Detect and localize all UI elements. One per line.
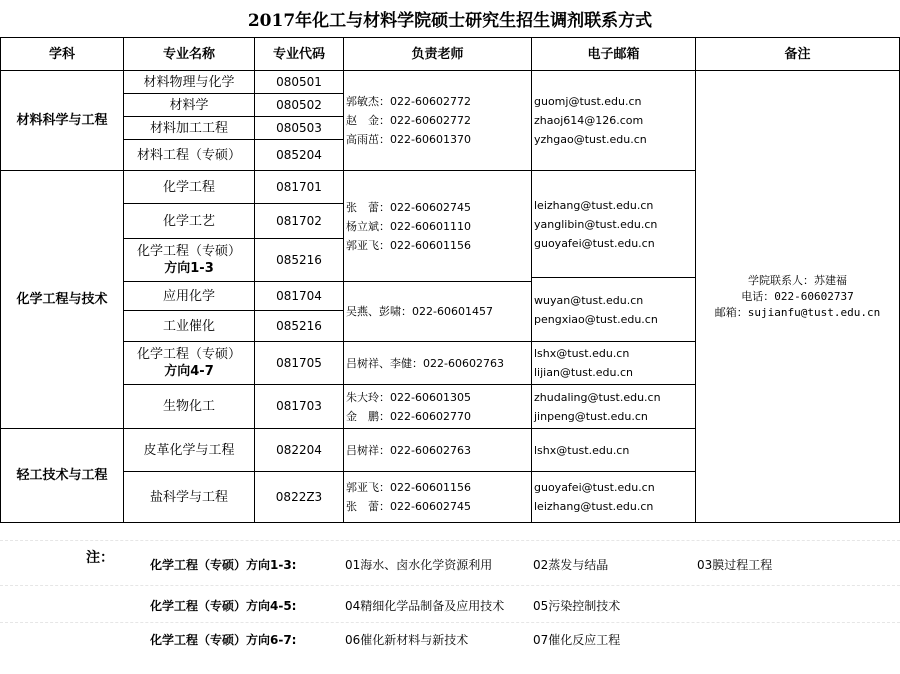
major-code-cell: 085216 — [254, 238, 344, 282]
teacher-cell — [343, 471, 532, 523]
teacher-line: 张 蕾：022-60602745 — [346, 200, 471, 214]
note-item: 04精细化学品制备及应用技术 — [345, 599, 505, 613]
email-link[interactable]: leizhang@tust.edu.cn — [534, 198, 654, 212]
header-discipline: 学科 — [0, 37, 124, 71]
email-cell — [531, 277, 696, 342]
teacher-cell — [343, 281, 532, 342]
major-name-cell: 材料物理与化学 — [123, 70, 255, 94]
major-code-cell: 081702 — [254, 203, 344, 239]
page-title: 2017年化工与材料学院硕士研究生招生调剂联系方式 — [247, 11, 653, 31]
discipline-cell: 轻工技术与工程 — [0, 428, 124, 523]
note-heading: 化学工程（专硕）方向6-7: — [150, 633, 297, 647]
major-name-cell: 生物化工 — [123, 384, 255, 429]
major-code-cell: 085216 — [254, 310, 344, 342]
major-name-cell: 皮革化学与工程 — [123, 428, 255, 472]
notes-divider — [0, 540, 900, 541]
teacher-cell — [343, 428, 532, 472]
teacher-line: 高雨茁：022-60601370 — [346, 133, 471, 146]
major-name-cell: 材料学 — [123, 93, 255, 117]
email-cell — [531, 384, 696, 429]
header-email: 电子邮箱 — [531, 37, 696, 71]
teacher-line: 郭亚飞：022-60601156 — [346, 238, 471, 252]
notes-divider — [0, 622, 900, 623]
email-link[interactable]: lshx@tust.edu.cn — [534, 443, 630, 457]
email-link[interactable]: yanglibin@tust.edu.cn — [534, 217, 658, 231]
major-code-cell: 081704 — [254, 281, 344, 311]
major-name-text: 化学工程（专硕） — [136, 244, 241, 259]
note-item: 01海水、卤水化学资源利用 — [345, 558, 493, 572]
note-item: 02蒸发与结晶 — [533, 558, 609, 572]
major-direction-text: 方向4-7 — [164, 364, 214, 379]
notes-label: 注： — [86, 550, 114, 566]
note-item: 07催化反应工程 — [533, 633, 621, 647]
major-name-cell: 化学工艺 — [123, 203, 255, 239]
major-code-cell: 081703 — [254, 384, 344, 429]
major-code-cell: 0822Z3 — [254, 471, 344, 523]
teacher-line: 吕树祥：022-60602763 — [346, 443, 471, 457]
teacher-line: 赵 金：022-60602772 — [346, 114, 471, 127]
discipline-cell: 材料科学与工程 — [0, 70, 124, 171]
major-name-cell: 化学工程 — [123, 170, 255, 204]
discipline-cell: 化学工程与技术 — [0, 170, 124, 429]
teacher-line: 吴燕、彭啸：022-60601457 — [346, 305, 493, 318]
note-item: 03膜过程工程 — [697, 558, 773, 572]
email-link[interactable]: guoyafei@tust.edu.cn — [534, 481, 655, 494]
teacher-line: 郭亚飞：022-60601156 — [346, 481, 471, 494]
notes-divider — [0, 585, 900, 586]
email-link[interactable]: wuyan@tust.edu.cn — [534, 293, 644, 307]
major-direction-text: 方向1-3 — [164, 261, 214, 276]
remark-phone: 电话：022-60602737 — [741, 289, 854, 303]
header-major-name: 专业名称 — [123, 37, 255, 71]
major-name-cell: 工业催化 — [123, 310, 255, 342]
email-cell — [531, 341, 696, 385]
major-name-cell: 应用化学 — [123, 281, 255, 311]
remark-cell — [695, 70, 900, 523]
major-code-cell: 082204 — [254, 428, 344, 472]
note-item: 05污染控制技术 — [533, 599, 621, 613]
major-name-text: 化学工程（专硕） — [136, 347, 241, 362]
teacher-cell — [343, 170, 532, 282]
major-code-cell: 080501 — [254, 70, 344, 94]
teacher-line: 金 鹏：022-60602770 — [346, 409, 471, 423]
teacher-line: 朱大玲：022-60601305 — [346, 390, 471, 404]
email-link[interactable]: lijian@tust.edu.cn — [534, 366, 633, 379]
remark-email: 邮箱：sujianfu@tust.edu.cn — [714, 305, 881, 319]
teacher-line: 吕树祥、李健：022-60602763 — [346, 356, 504, 370]
email-cell — [531, 471, 696, 523]
header-major-code: 专业代码 — [254, 37, 344, 71]
major-code-cell: 080503 — [254, 116, 344, 140]
note-heading: 化学工程（专硕）方向1-3: — [150, 558, 297, 572]
major-name-cell: 材料加工工程 — [123, 116, 255, 140]
note-heading: 化学工程（专硕）方向4-5: — [150, 599, 297, 613]
email-link[interactable]: zhaoj614@126.com — [534, 114, 644, 127]
major-code-cell: 080502 — [254, 93, 344, 117]
email-link[interactable]: zhudaling@tust.edu.cn — [534, 390, 661, 404]
major-name-cell — [123, 341, 255, 385]
email-link[interactable]: guoyafei@tust.edu.cn — [534, 236, 655, 250]
email-link[interactable]: guomj@tust.edu.cn — [534, 95, 642, 108]
teacher-cell — [343, 384, 532, 429]
email-link[interactable]: jinpeng@tust.edu.cn — [534, 409, 648, 423]
major-code-cell: 081701 — [254, 170, 344, 204]
major-name-cell — [123, 238, 255, 282]
note-item: 06催化新材料与新技术 — [345, 633, 469, 647]
email-link[interactable]: lshx@tust.edu.cn — [534, 347, 630, 360]
remark-contact-person: 学院联系人：苏建福 — [748, 273, 847, 287]
major-code-cell: 081705 — [254, 341, 344, 385]
header-teacher: 负责老师 — [343, 37, 532, 71]
email-cell — [531, 428, 696, 472]
teacher-line: 郭敏杰：022-60602772 — [346, 95, 471, 108]
email-link[interactable]: yzhgao@tust.edu.cn — [534, 133, 647, 146]
major-name-cell: 盐科学与工程 — [123, 471, 255, 523]
major-name-cell: 材料工程（专硕） — [123, 139, 255, 171]
teacher-cell — [343, 341, 532, 385]
header-remark: 备注 — [695, 37, 900, 71]
teacher-cell — [343, 70, 532, 171]
major-code-cell: 085204 — [254, 139, 344, 171]
email-link[interactable]: pengxiao@tust.edu.cn — [534, 312, 658, 326]
email-cell — [531, 170, 696, 278]
email-link[interactable]: leizhang@tust.edu.cn — [534, 500, 654, 513]
email-cell — [531, 70, 696, 171]
teacher-line: 张 蕾：022-60602745 — [346, 500, 471, 513]
teacher-line: 杨立斌：022-60601110 — [346, 219, 471, 233]
